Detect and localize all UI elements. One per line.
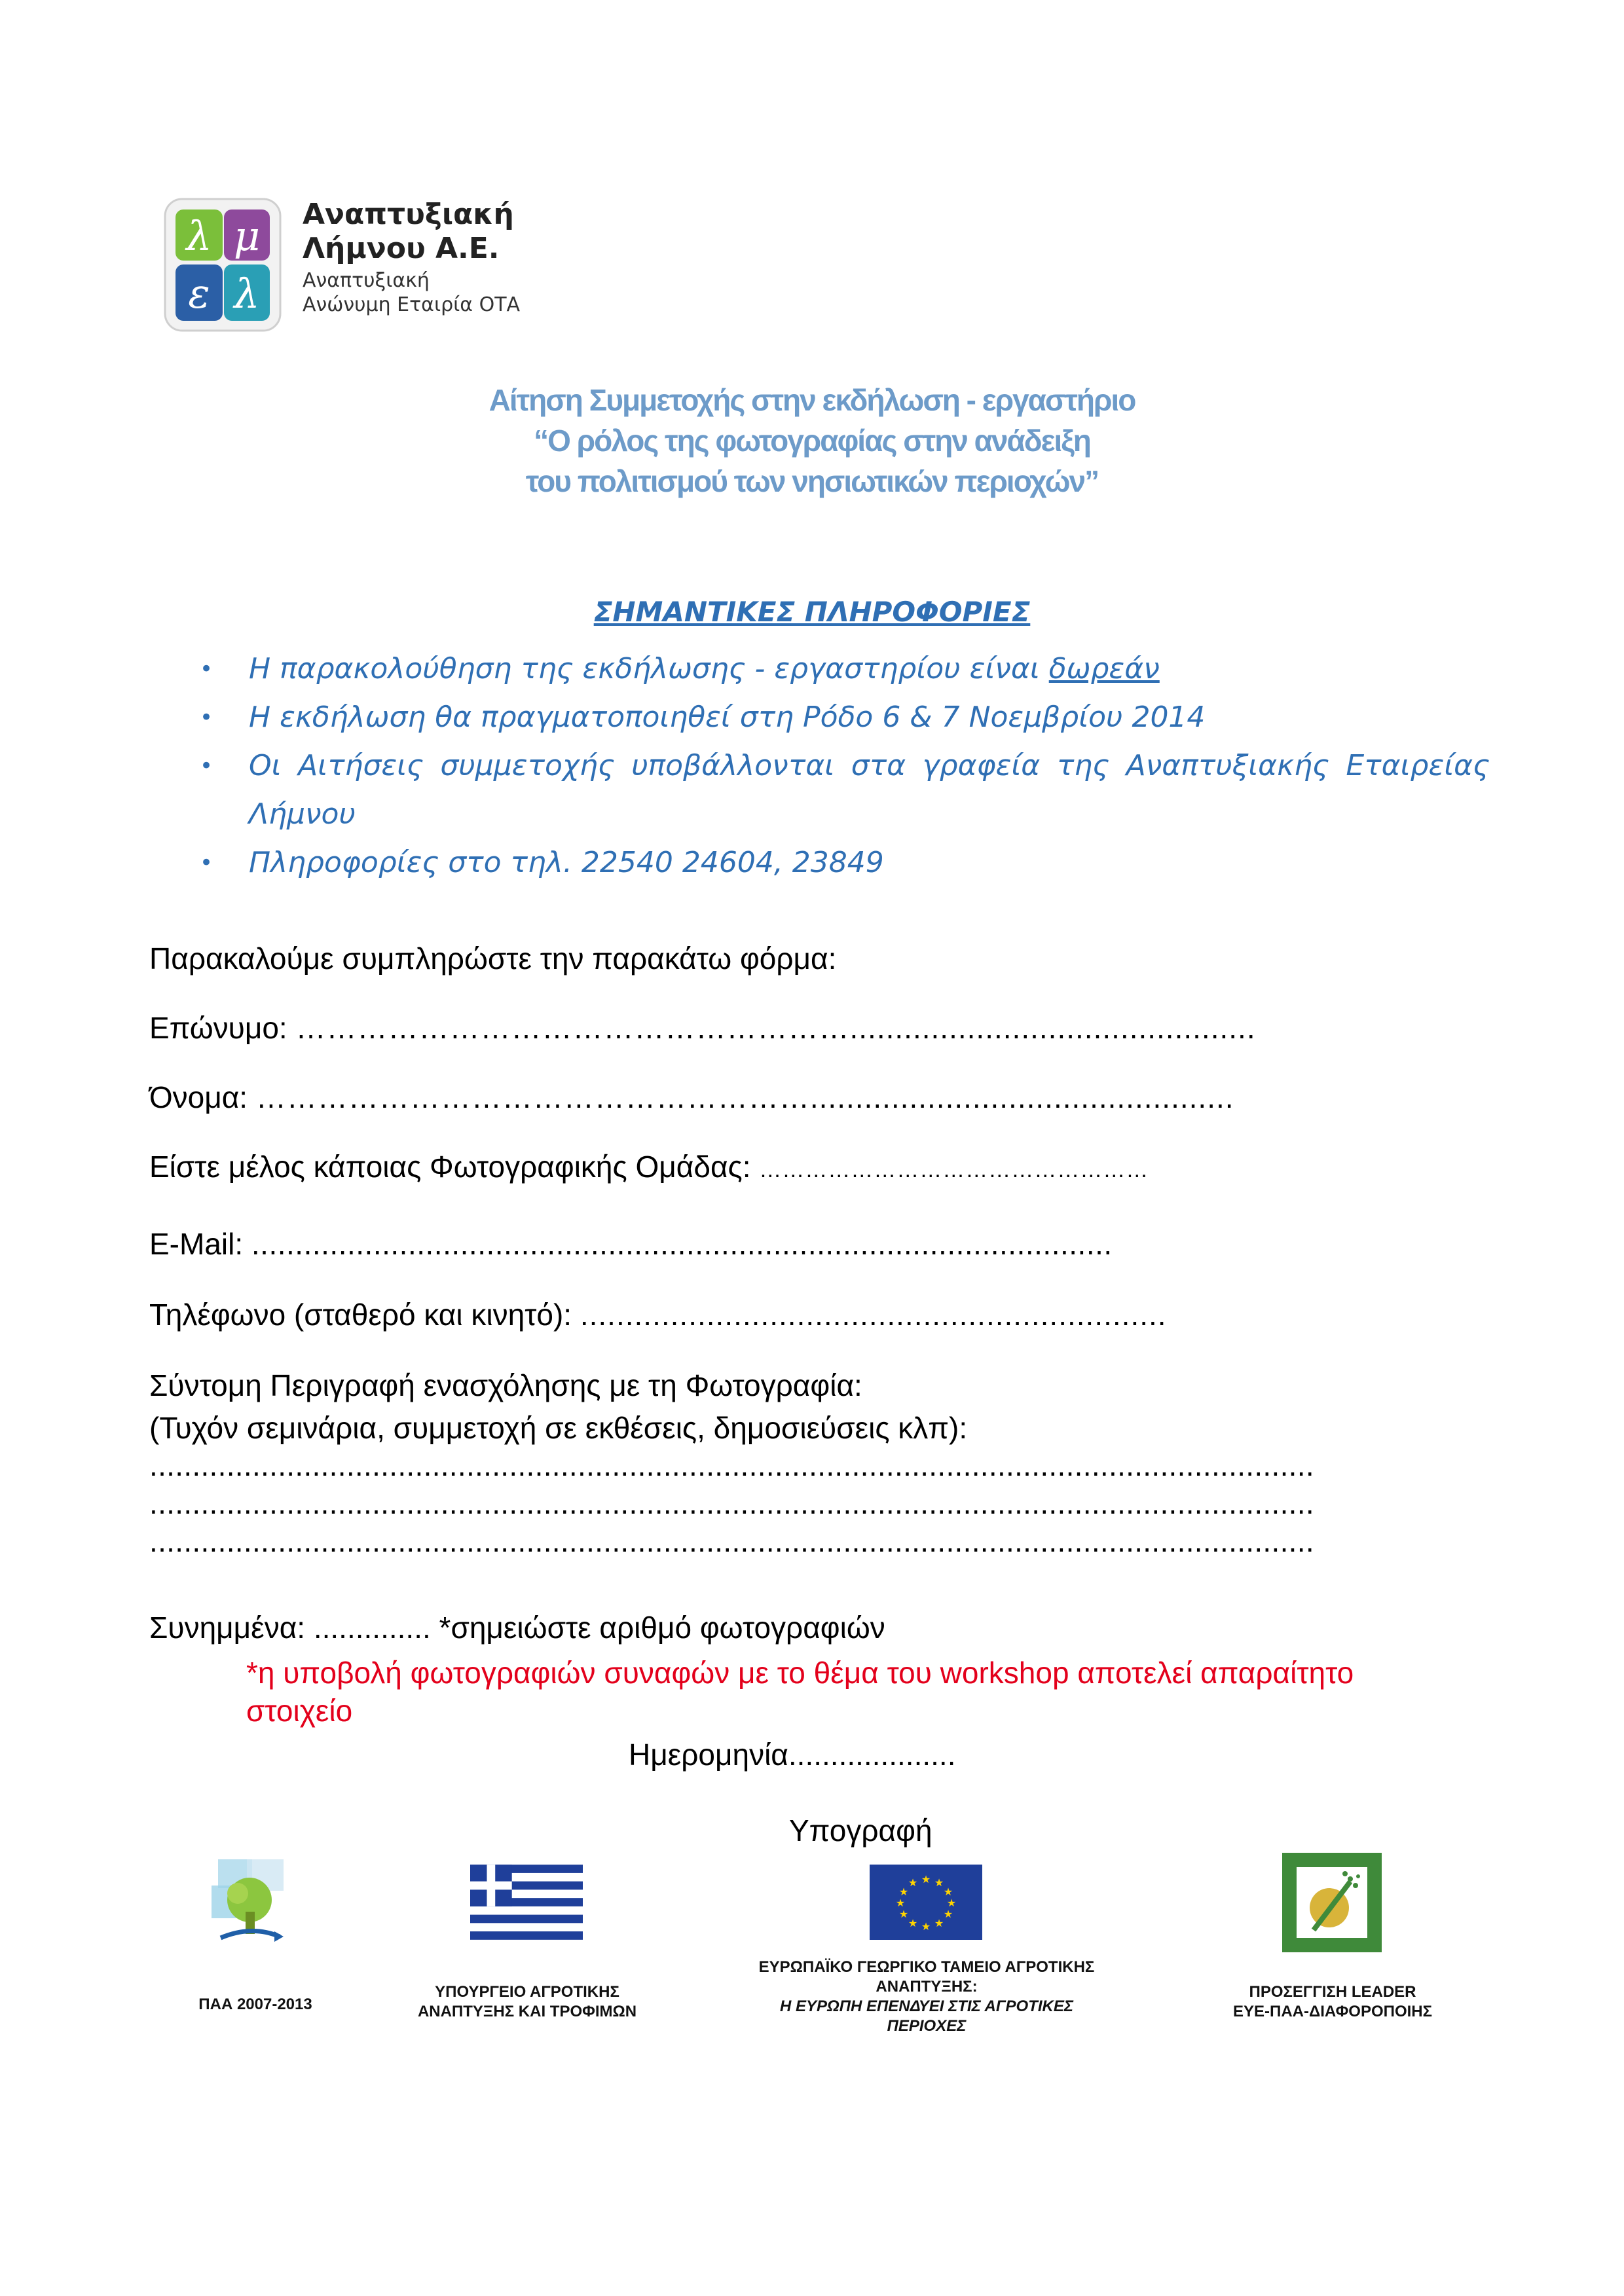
svg-text:★: ★ [908, 1876, 918, 1889]
description-field-line2[interactable]: ........................................................................................................................................ [149, 1486, 1314, 1520]
eu-caption-line4: ΠΕΡΙΟΧΕΣ [887, 2017, 967, 2035]
description-label-line1: Σύντομη Περιγραφή ενασχόλησης με τη Φωτογραφία: [149, 1368, 862, 1402]
leader-logo [1282, 1853, 1382, 1952]
surname-field[interactable]: ………………………………………………............................................. [295, 1011, 1256, 1045]
svg-text:★: ★ [898, 1908, 909, 1920]
ministry-caption [386, 1982, 668, 2022]
company-logo-mark [164, 198, 282, 332]
info-item [187, 839, 1490, 887]
info-item [187, 645, 1490, 693]
phone-row [149, 1296, 1167, 1333]
email-label: E-Mail: [149, 1227, 244, 1261]
surname-row [149, 1010, 1256, 1046]
logo-letter-2: μ [233, 212, 261, 260]
svg-text:★: ★ [934, 1876, 944, 1889]
svg-text:★: ★ [921, 1920, 931, 1933]
svg-text:★: ★ [908, 1917, 918, 1929]
bullet-icon: • [200, 704, 213, 731]
title-line1: Αίτηση Συμμετοχής στην εκδήλωση - εργαστήριο [489, 383, 1135, 417]
description-field-line3[interactable]: ........................................................................................................................................ [149, 1524, 1314, 1558]
title-line3: του πολιτισμού των νησιωτικών περιοχών” [525, 464, 1099, 498]
bullet-icon: • [200, 753, 213, 779]
info-item-text-line1: Οι Αιτήσεις συμμετοχής υποβάλλονται στα γραφεία της Αναπτυξιακής Εταιρείας [249, 749, 1490, 782]
eu-caption-line2: ΑΝΑΠΤΥΞΗΣ: [876, 1978, 978, 1995]
eu-caption-line1: ΕΥΡΩΠΑΪΚΟ ΓΕΩΡΓΙΚΟ ΤΑΜΕΙΟ ΑΓΡΟΤΙΚΗΣ [758, 1958, 1095, 1976]
company-name-line1: Αναπτυξιακή [303, 198, 514, 231]
leader-caption-line1: ΠΡΟΣΕΓΓΙΣΗ LEADER [1249, 1983, 1416, 2001]
svg-text:★: ★ [921, 1873, 931, 1886]
greek-flag-icon [470, 1865, 583, 1940]
company-subtitle-line2: Ανώνυμη Εταιρία ΟΤΑ [303, 293, 521, 316]
logo-letter-4: λ [234, 270, 260, 318]
important-info-heading: ΣΗΜΑΝΤΙΚΕΣ ΠΛΗΡΟΦΟΡΙΕΣ [593, 596, 1031, 628]
title-line2: “Ο ρόλος της φωτογραφίας στην ανάδειξη [534, 424, 1090, 458]
photo-note-line2: στοιχείο [246, 1694, 353, 1728]
company-name [303, 198, 514, 266]
info-item-text: Πληροφορίες στο τηλ. 22540 24604, 23849 [249, 846, 884, 879]
photo-group-label: Είστε μέλος κάποιας Φωτογραφικής Ομάδας: [149, 1150, 751, 1184]
info-item [187, 742, 1490, 839]
info-item-text: Η εκδήλωση θα πραγματοποιηθεί στη Ρόδο 6 & 7 Νοεμβρίου 2014 [249, 701, 1206, 734]
svg-text:★: ★ [943, 1886, 953, 1898]
description-label-line2: (Τυχόν σεμινάρια, συμμετοχή σε εκθέσεις, δημοσιεύσεις κλπ): [149, 1411, 968, 1445]
bullet-icon: • [200, 850, 213, 876]
description-field-line1[interactable]: ........................................................................................................................................ [149, 1448, 1314, 1482]
info-item-text: Η παρακολούθηση της εκδήλωσης - εργαστηρίου είναι [249, 652, 1049, 685]
eu-flag-icon [870, 1865, 982, 1940]
info-item [187, 693, 1490, 742]
email-row [149, 1226, 1113, 1262]
photo-group-field[interactable]: …………………………………………… [759, 1157, 1149, 1182]
surname-label: Επώνυμο: [149, 1011, 287, 1045]
company-subtitle-line1: Αναπτυξιακή [303, 269, 430, 292]
logo-letter-1: λ [186, 212, 212, 260]
svg-text:★: ★ [934, 1917, 944, 1929]
info-item-text-line2: Λήμνου [249, 797, 356, 831]
important-info-list [187, 645, 1490, 887]
free-of-charge-text: δωρεάν [1048, 652, 1160, 685]
form-intro: Παρακαλούμε συμπληρώστε την παρακάτω φόρμα: [149, 941, 837, 975]
company-name-line2: Λήμνου Α.Ε. [303, 232, 500, 265]
email-field[interactable]: ................................................................................................... [251, 1227, 1113, 1261]
company-subtitle [303, 268, 520, 317]
svg-text:★: ★ [946, 1897, 957, 1909]
name-field[interactable]: ………………………………………………............................................... [255, 1080, 1234, 1114]
name-label: Όνομα: [149, 1080, 248, 1114]
leader-caption [1179, 1982, 1486, 2022]
phone-label: Τηλέφωνο (σταθερό και κινητό): [149, 1298, 572, 1332]
name-row [149, 1079, 1234, 1116]
document-title [0, 380, 1624, 501]
svg-text:★: ★ [895, 1897, 906, 1909]
leader-caption-line2: ΕΥΕ-ΠΑΑ-ΔΙΑΦΟΡΟΠΟΙΗΣ [1232, 2003, 1433, 2020]
phone-field[interactable]: ................................................................. [580, 1298, 1167, 1332]
photo-note-line1: *η υποβολή φωτογραφιών συναφών με το θέμα του workshop αποτελεί απαραίτητο [246, 1656, 1354, 1690]
bullet-icon: • [200, 656, 213, 682]
logo-letter-3: ε [188, 270, 210, 318]
svg-text:★: ★ [943, 1908, 953, 1920]
ministry-caption-line2: ΑΝΑΠΤΥΞΗΣ ΚΑΙ ΤΡΟΦΙΜΩΝ [417, 2003, 637, 2020]
paa-caption: ΠΑΑ 2007-2013 [198, 1995, 312, 2013]
eu-fund-caption [701, 1958, 1153, 2036]
attachments-row: Συνημμένα: .............. *σημειώστε αριθμό φωτογραφιών [149, 1611, 885, 1645]
photo-group-row [149, 1148, 1149, 1188]
ministry-caption-line1: ΥΠΟΥΡΓΕΙΟ ΑΓΡΟΤΙΚΗΣ [435, 1983, 619, 2001]
signature-label: Υπογραφή [789, 1813, 932, 1848]
eu-caption-line3: Η ΕΥΡΩΠΗ ΕΠΕΝΔΥΕΙ ΣΤΙΣ ΑΓΡΟΤΙΚΕΣ [780, 1997, 1073, 2015]
date-field[interactable]: Ημερομηνία.................... [629, 1738, 956, 1772]
paa-logo [206, 1859, 311, 1951]
svg-text:★: ★ [898, 1886, 909, 1898]
